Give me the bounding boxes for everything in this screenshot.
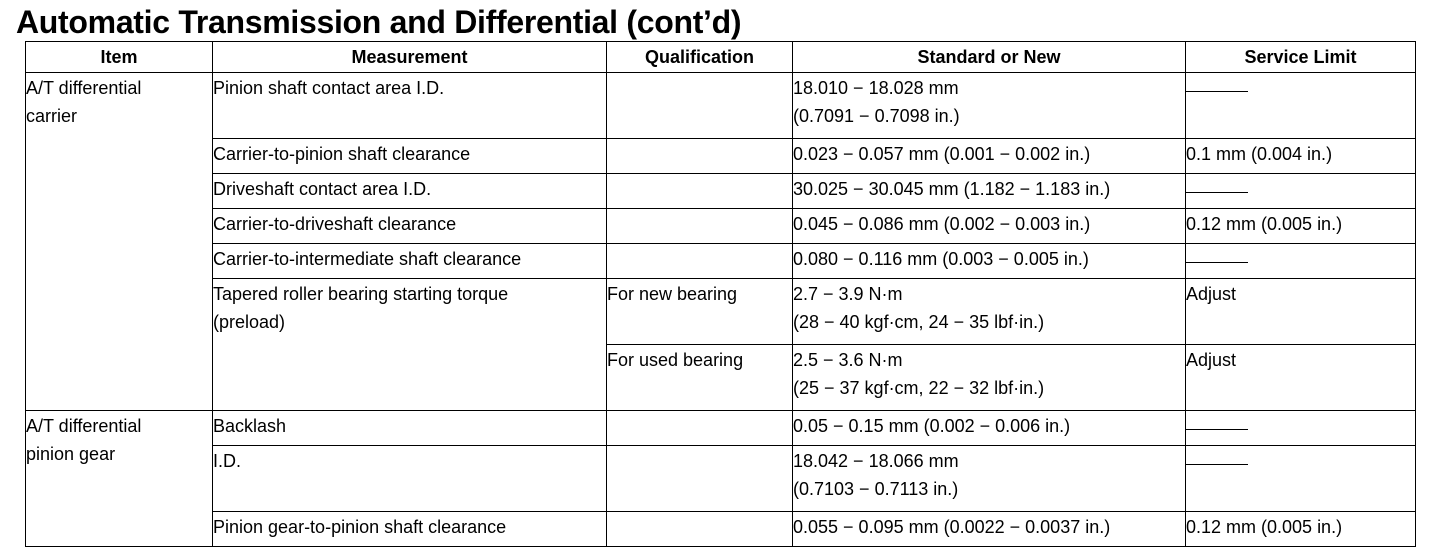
measurement-cell: Tapered roller bearing starting torque (preload) — [213, 279, 607, 411]
header-standard: Standard or New — [793, 42, 1186, 73]
measurement-cell: Backlash — [213, 411, 607, 446]
limit-cell — [1186, 446, 1416, 512]
limit-cell: 0.12 mm (0.005 in.) — [1186, 209, 1416, 244]
measurement-cell: Carrier-to-driveshaft clearance — [213, 209, 607, 244]
item-cell — [26, 411, 213, 547]
header-service-limit: Service Limit — [1186, 42, 1416, 73]
table-row — [26, 209, 1416, 244]
header-measurement: Measurement — [213, 42, 607, 73]
qualification-cell — [607, 73, 793, 139]
standard-cell: 0.055 − 0.095 mm (0.0022 − 0.0037 in.) — [793, 512, 1186, 547]
limit-cell: Adjust — [1186, 279, 1416, 345]
qualification-cell — [607, 411, 793, 446]
table-row — [26, 279, 1416, 345]
limit-cell — [1186, 411, 1416, 446]
standard-cell: 18.042 − 18.066 mm (0.7103 − 0.7113 in.) — [793, 446, 1186, 512]
item-cell — [26, 73, 213, 411]
measurement-cell: Carrier-to-pinion shaft clearance — [213, 139, 607, 174]
limit-cell — [1186, 174, 1416, 209]
measurement-cell: Pinion gear-to-pinion shaft clearance — [213, 512, 607, 547]
qualification-cell — [607, 209, 793, 244]
standard-cell: 0.05 − 0.15 mm (0.002 − 0.006 in.) — [793, 411, 1186, 446]
qualification-cell — [607, 512, 793, 547]
qualification-cell — [607, 244, 793, 279]
standard-cell: 0.080 − 0.116 mm (0.003 − 0.005 in.) — [793, 244, 1186, 279]
item-label: carrier — [26, 106, 78, 126]
table-row — [26, 244, 1416, 279]
standard-cell: 0.023 − 0.057 mm (0.001 − 0.002 in.) — [793, 139, 1186, 174]
header-row — [26, 42, 1416, 73]
qualification-cell — [607, 174, 793, 209]
qualification-cell: For new bearing — [607, 279, 793, 345]
standard-cell: 2.5 − 3.6 N·m (25 − 37 kgf·cm, 22 − 32 lbf·in.) — [793, 345, 1186, 411]
limit-cell — [1186, 73, 1416, 139]
header-qualification: Qualification — [607, 42, 793, 73]
standard-cell: 18.010 − 18.028 mm (0.7091 − 0.7098 in.) — [793, 73, 1186, 139]
table-row — [26, 174, 1416, 209]
limit-cell — [1186, 244, 1416, 279]
not-applicable-dash — [1186, 429, 1248, 430]
item-label: A/T differential — [26, 416, 142, 436]
qualification-cell: For used bearing — [607, 345, 793, 411]
item-label: A/T differential — [26, 78, 142, 98]
table-row — [26, 512, 1416, 547]
standard-cell: 0.045 − 0.086 mm (0.002 − 0.003 in.) — [793, 209, 1186, 244]
limit-cell: Adjust — [1186, 345, 1416, 411]
not-applicable-dash — [1186, 192, 1248, 193]
qualification-cell — [607, 446, 793, 512]
standard-cell: 2.7 − 3.9 N·m (28 − 40 kgf·cm, 24 − 35 lbf·in.) — [793, 279, 1186, 345]
measurement-cell: Pinion shaft contact area I.D. — [213, 73, 607, 139]
table-row — [26, 139, 1416, 174]
header-item: Item — [26, 42, 213, 73]
measurement-cell: Driveshaft contact area I.D. — [213, 174, 607, 209]
not-applicable-dash — [1186, 91, 1248, 92]
not-applicable-dash — [1186, 464, 1248, 465]
measurement-cell: Carrier-to-intermediate shaft clearance — [213, 244, 607, 279]
qualification-cell — [607, 139, 793, 174]
limit-cell: 0.1 mm (0.004 in.) — [1186, 139, 1416, 174]
page-title: Automatic Transmission and Differential (cont’d) — [16, 4, 742, 40]
limit-cell: 0.12 mm (0.005 in.) — [1186, 512, 1416, 547]
not-applicable-dash — [1186, 262, 1248, 263]
table-row — [26, 446, 1416, 512]
table-row — [26, 411, 1416, 446]
spec-table — [25, 41, 1416, 547]
item-label: pinion gear — [26, 444, 116, 464]
table-row — [26, 73, 1416, 139]
measurement-cell: I.D. — [213, 446, 607, 512]
standard-cell: 30.025 − 30.045 mm (1.182 − 1.183 in.) — [793, 174, 1186, 209]
